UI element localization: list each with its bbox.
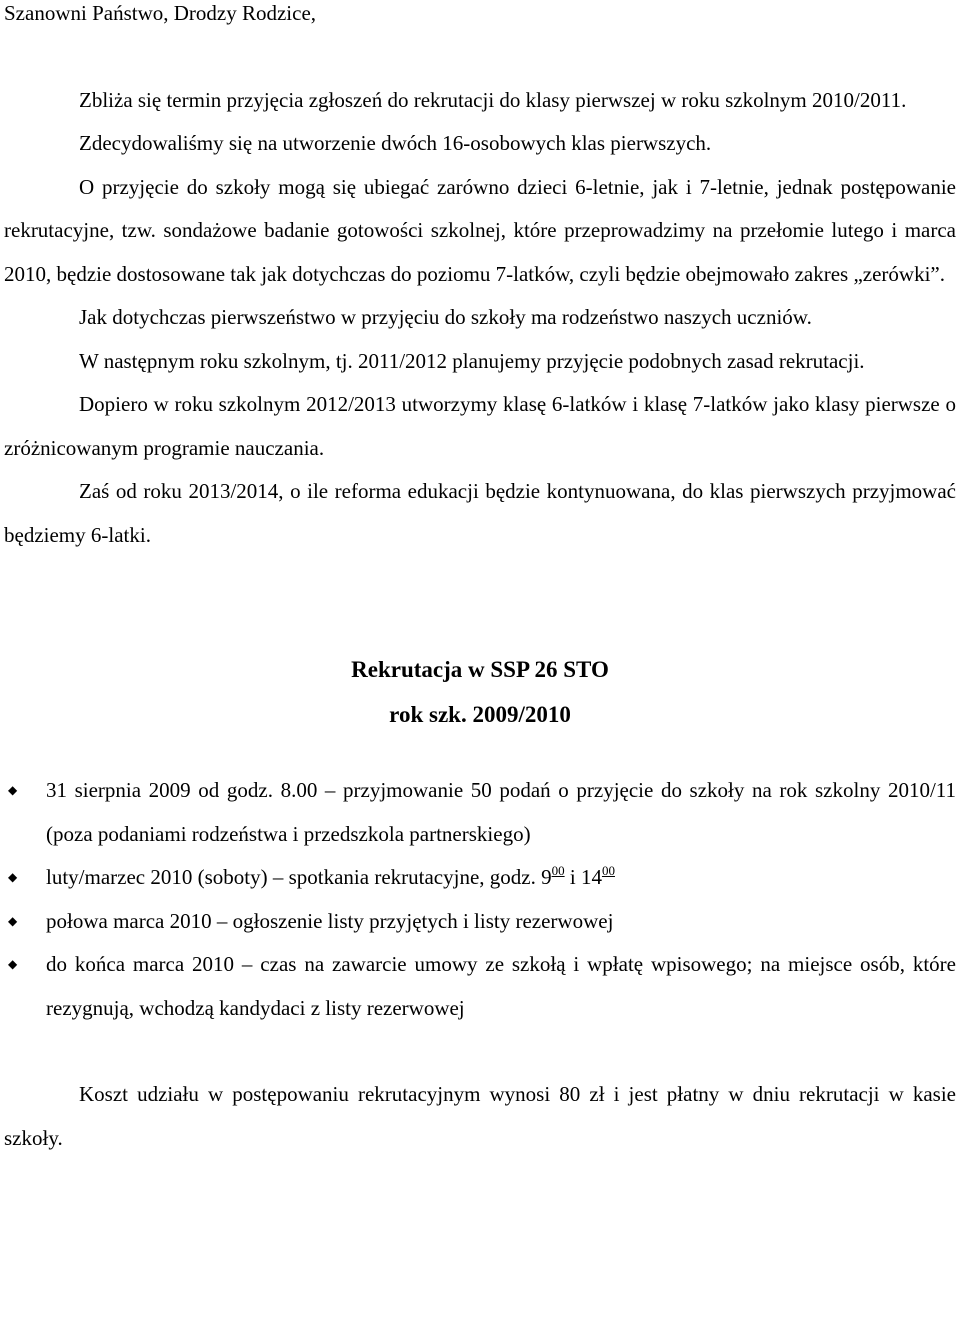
paragraph-deadline: Zbliża się termin przyjęcia zgłoszeń do rekrutacji do klasy pierwszej w roku szkolnym 2010/2011. bbox=[79, 87, 907, 112]
recruitment-heading bbox=[4, 647, 956, 737]
paragraph-admission-ages: O przyjęcie do szkoły mogą się ubiegać zarówno dzieci 6-letnie, jak i 7-letnie, jednak postępowanie rekrutacyjne, tzw. sondażowe badanie gotowości szkolnej, które przeprowadzimy na przełomie lutego i marca 2010, będzie dostosowane tak jak dotychczas do poziomu 7-latków, czyli będzie obejmowało zakres „zerówki”. bbox=[4, 174, 956, 286]
paragraph-2013-2014: Zaś od roku 2013/2014, o ile reforma edukacji będzie kontynuowana, do klas pierwszych przyjmować będziemy 6-latki. bbox=[4, 479, 956, 547]
diamond-bullet-icon: ◆ bbox=[8, 783, 18, 797]
schedule-item-text: 31 sierpnia 2009 od godz. 8.00 – przyjmowanie 50 podań o przyjęcie do szkoły na rok szkolny 2010/11 (poza podaniami rodzeństwa i przedszkola partnerskiego) bbox=[46, 778, 956, 846]
heading-title: Rekrutacja w SSP 26 STO bbox=[351, 657, 609, 682]
paragraph-next-year: W następnym roku szkolnym, tj. 2011/2012 planujemy przyjęcie podobnych zasad rekrutacji. bbox=[79, 348, 865, 373]
letter-page bbox=[4, 0, 956, 1160]
time-superscript: 00 bbox=[601, 863, 615, 878]
schedule-item-text-middle: i 14 bbox=[564, 865, 602, 889]
schedule-item bbox=[4, 943, 956, 1030]
diamond-bullet-icon: ◆ bbox=[8, 957, 18, 971]
schedule-item bbox=[4, 856, 956, 900]
greeting: Szanowni Państwo, Drodzy Rodzice, bbox=[4, 1, 317, 25]
schedule-item-text: luty/marzec 2010 (soboty) – spotkania rekrutacyjne, godz. 9 bbox=[46, 865, 552, 889]
paragraph-two-classes: Zdecydowaliśmy się na utworzenie dwóch 16-osobowych klas pierwszych. bbox=[79, 131, 712, 155]
schedule-item-text: połowa marca 2010 – ogłoszenie listy przyjętych i listy rezerwowej bbox=[46, 908, 614, 933]
schedule-list bbox=[4, 769, 956, 1030]
schedule-item bbox=[4, 769, 956, 856]
time-superscript: 00 bbox=[551, 863, 565, 878]
paragraph-2012-2013: Dopiero w roku szkolnym 2012/2013 utworzymy klasę 6-latków i klasę 7-latków jako klasy pierwsze o zróżnicowanym programie nauczania. bbox=[4, 392, 956, 460]
diamond-bullet-icon: ◆ bbox=[8, 913, 18, 928]
schedule-item bbox=[4, 900, 956, 944]
schedule-item-text: do końca marca 2010 – czas na zawarcie umowy ze szkołą i wpłatę wpisowego; na miejsce osób, które rezygnują, wchodzą kandydaci z listy rezerwowej bbox=[46, 952, 956, 1020]
heading-school-year: rok szk. 2009/2010 bbox=[389, 702, 571, 727]
diamond-bullet-icon: ◆ bbox=[8, 870, 18, 884]
fee-paragraph: Koszt udziału w postępowaniu rekrutacyjnym wynosi 80 zł i jest płatny w dniu rekrutacji w kasie szkoły. bbox=[4, 1082, 956, 1150]
paragraph-siblings-priority: Jak dotychczas pierwszeństwo w przyjęciu do szkoły ma rodzeństwo naszych uczniów. bbox=[79, 305, 812, 329]
